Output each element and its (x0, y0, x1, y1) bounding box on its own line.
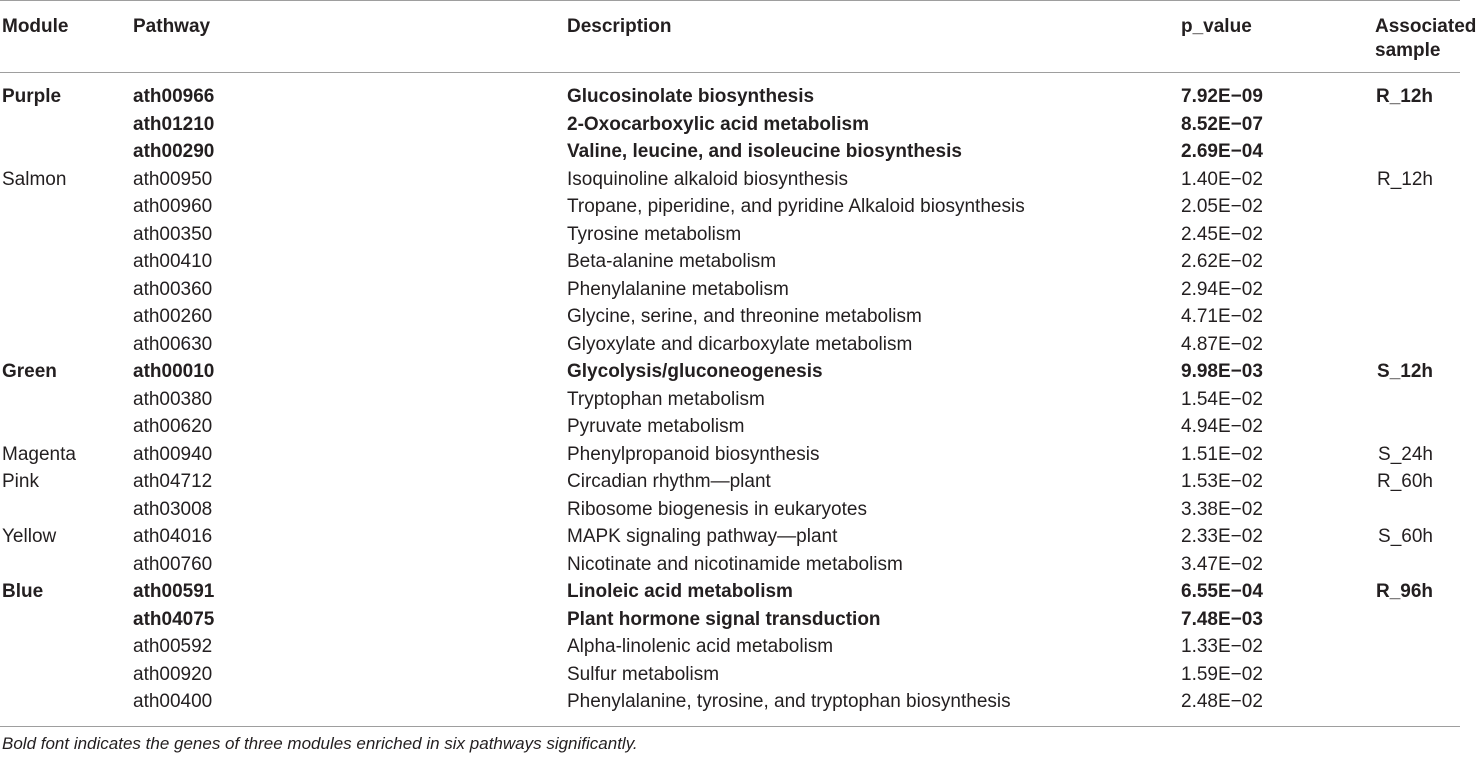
p-value-cell: 1.54E−02 (1181, 388, 1263, 410)
associated-sample-cell (1325, 413, 1460, 441)
associated-sample-cell: S_12h (1377, 361, 1433, 382)
associated-sample-cell (1325, 111, 1460, 139)
table-row (0, 166, 1460, 194)
table-row (0, 221, 1460, 249)
description-cell: Isoquinoline alkaloid biosynthesis (567, 168, 848, 190)
module-cell (0, 331, 133, 359)
associated-sample-cell (1325, 386, 1460, 414)
p-value-cell: 9.98E−03 (1181, 361, 1263, 382)
module-cell: Magenta (2, 443, 76, 465)
associated-sample-cell (1325, 221, 1460, 249)
table-row (0, 331, 1460, 359)
table-row (0, 523, 1460, 551)
header-p-value: p_value (1181, 1, 1325, 73)
associated-sample-cell (1325, 496, 1460, 524)
header-row (0, 1, 1460, 73)
associated-sample-cell (1325, 633, 1460, 661)
table-row (0, 386, 1460, 414)
associated-sample-cell (1325, 193, 1460, 221)
associated-sample-cell: R_12h (1375, 86, 1433, 107)
p-value-cell: 2.94E−02 (1181, 278, 1263, 300)
description-cell: Tropane, piperidine, and pyridine Alkaloid biosynthesis (567, 196, 1025, 217)
p-value-cell: 1.33E−02 (1181, 636, 1263, 657)
pathway-cell: ath00410 (133, 251, 213, 272)
module-cell (0, 606, 133, 634)
module-cell (0, 276, 133, 304)
description-cell: Sulfur metabolism (567, 663, 720, 685)
module-cell (0, 413, 133, 441)
module-cell: Green (2, 361, 57, 382)
pathway-cell: ath00950 (133, 168, 213, 190)
module-cell (0, 248, 133, 276)
module-cell (0, 138, 133, 166)
p-value-cell: 4.87E−02 (1181, 333, 1263, 355)
p-value-cell: 4.71E−02 (1181, 306, 1263, 327)
description-cell: Phenylalanine metabolism (567, 278, 789, 300)
p-value-cell: 7.48E−03 (1181, 608, 1263, 630)
header-pathway: Pathway (133, 1, 567, 73)
description-cell: Glyoxylate and dicarboxylate metabolism (567, 333, 913, 355)
header-sample-line2: sample (1375, 40, 1441, 61)
module-cell (0, 633, 133, 661)
pathway-cell: ath00920 (133, 663, 213, 685)
p-value-cell: 2.45E−02 (1181, 223, 1263, 245)
p-value-cell: 1.59E−02 (1181, 663, 1263, 685)
p-value-cell: 3.47E−02 (1181, 553, 1263, 575)
associated-sample-cell (1325, 688, 1460, 726)
pathway-cell: ath01210 (133, 113, 215, 135)
p-value-cell: 2.62E−02 (1181, 251, 1263, 272)
pathway-cell: ath00010 (133, 361, 215, 382)
associated-sample-cell (1325, 551, 1460, 579)
description-cell: 2-Oxocarboxylic acid metabolism (567, 113, 870, 135)
table-footnote: Bold font indicates the genes of three modules enriched in six pathways significantly. (2, 733, 638, 753)
description-cell: Phenylalanine, tyrosine, and tryptophan biosynthesis (567, 691, 1011, 712)
associated-sample-cell (1325, 606, 1460, 634)
p-value-cell: 8.52E−07 (1181, 113, 1263, 135)
table-row (0, 248, 1460, 276)
description-cell: Tyrosine metabolism (567, 223, 742, 245)
description-cell: Glycolysis/gluconeogenesis (567, 361, 823, 382)
table-row (0, 73, 1460, 111)
table-row (0, 661, 1460, 689)
p-value-cell: 2.69E−04 (1181, 141, 1263, 162)
pathway-cell: ath00966 (133, 86, 215, 107)
header-sample-line1: Associated (1375, 16, 1476, 37)
pathway-cell: ath00592 (133, 636, 213, 657)
module-cell (0, 303, 133, 331)
header-associated-sample (1325, 1, 1476, 73)
pathway-cell: ath00260 (133, 306, 213, 327)
associated-sample-cell: S_24h (1378, 443, 1433, 465)
description-cell: Beta-alanine metabolism (567, 251, 777, 272)
module-cell: Blue (2, 581, 44, 602)
module-cell (0, 221, 133, 249)
associated-sample-cell (1325, 661, 1460, 689)
table-row (0, 193, 1460, 221)
description-cell: Glycine, serine, and threonine metabolism (567, 306, 922, 327)
header-description: Description (567, 1, 1181, 73)
pathway-cell: ath00400 (133, 691, 213, 712)
pathway-cell: ath04016 (133, 526, 213, 547)
table-row (0, 551, 1460, 579)
table-body (0, 73, 1460, 726)
p-value-cell: 1.51E−02 (1181, 443, 1263, 465)
description-cell: Alpha-linolenic acid metabolism (567, 636, 834, 657)
associated-sample-cell: R_12h (1377, 168, 1433, 190)
module-cell (0, 386, 133, 414)
p-value-cell: 4.94E−02 (1181, 416, 1263, 437)
table-row (0, 413, 1460, 441)
module-cell (0, 661, 133, 689)
table-row (0, 441, 1460, 469)
associated-sample-cell (1325, 248, 1460, 276)
table-row (0, 138, 1460, 166)
module-cell (0, 111, 133, 139)
description-cell: Pyruvate metabolism (567, 416, 745, 437)
module-cell: Salmon (2, 168, 67, 190)
p-value-cell: 1.40E−02 (1181, 168, 1263, 190)
enrichment-table (0, 1, 1476, 726)
description-cell: Circadian rhythm—plant (567, 471, 771, 492)
pathway-cell: ath04075 (133, 608, 215, 630)
table-row (0, 276, 1460, 304)
module-cell (0, 193, 133, 221)
p-value-cell: 2.48E−02 (1181, 691, 1263, 712)
table-row (0, 111, 1460, 139)
pathway-cell: ath03008 (133, 498, 213, 520)
pathway-cell: ath00360 (133, 278, 213, 300)
pathway-cell: ath00591 (133, 581, 215, 602)
p-value-cell: 3.38E−02 (1181, 498, 1263, 520)
associated-sample-cell: R_60h (1377, 471, 1433, 492)
table-header (0, 1, 1476, 73)
description-cell: Tryptophan metabolism (567, 388, 765, 410)
module-cell: Yellow (2, 526, 57, 547)
module-cell (0, 688, 133, 726)
p-value-cell: 1.53E−02 (1181, 471, 1263, 492)
table-row (0, 303, 1460, 331)
associated-sample-cell (1325, 303, 1460, 331)
pathway-cell: ath00960 (133, 196, 213, 217)
module-cell (0, 496, 133, 524)
table-row (0, 606, 1460, 634)
p-value-cell: 6.55E−04 (1181, 581, 1263, 602)
header-module: Module (0, 1, 133, 73)
description-cell: Glucosinolate biosynthesis (567, 86, 815, 107)
pathway-cell: ath00760 (133, 553, 213, 575)
description-cell: MAPK signaling pathway—plant (567, 526, 838, 547)
pathway-cell: ath00630 (133, 333, 213, 355)
associated-sample-cell (1325, 138, 1460, 166)
pathway-cell: ath00620 (133, 416, 213, 437)
associated-sample-cell: S_60h (1378, 526, 1433, 547)
table-row (0, 468, 1460, 496)
table-row (0, 358, 1460, 386)
p-value-cell: 2.33E−02 (1181, 526, 1263, 547)
description-cell: Phenylpropanoid biosynthesis (567, 443, 820, 465)
associated-sample-cell: R_96h (1375, 581, 1433, 602)
pathway-cell: ath00350 (133, 223, 213, 245)
pathway-cell: ath00290 (133, 141, 215, 162)
module-cell (0, 551, 133, 579)
pathway-cell: ath04712 (133, 471, 213, 492)
module-cell: Purple (2, 86, 62, 107)
description-cell: Plant hormone signal transduction (567, 608, 881, 630)
table-row (0, 578, 1460, 606)
p-value-cell: 7.92E−09 (1181, 86, 1263, 107)
pathway-cell: ath00940 (133, 443, 213, 465)
description-cell: Nicotinate and nicotinamide metabolism (567, 553, 903, 575)
description-cell: Ribosome biogenesis in eukaryotes (567, 498, 867, 520)
table-row (0, 688, 1460, 726)
associated-sample-cell (1325, 276, 1460, 304)
table-row (0, 633, 1460, 661)
associated-sample-cell (1325, 331, 1460, 359)
pathway-cell: ath00380 (133, 388, 213, 410)
description-cell: Valine, leucine, and isoleucine biosynthesis (567, 141, 962, 162)
module-cell: Pink (2, 471, 39, 492)
table-row (0, 496, 1460, 524)
description-cell: Linoleic acid metabolism (567, 581, 793, 602)
p-value-cell: 2.05E−02 (1181, 196, 1263, 217)
